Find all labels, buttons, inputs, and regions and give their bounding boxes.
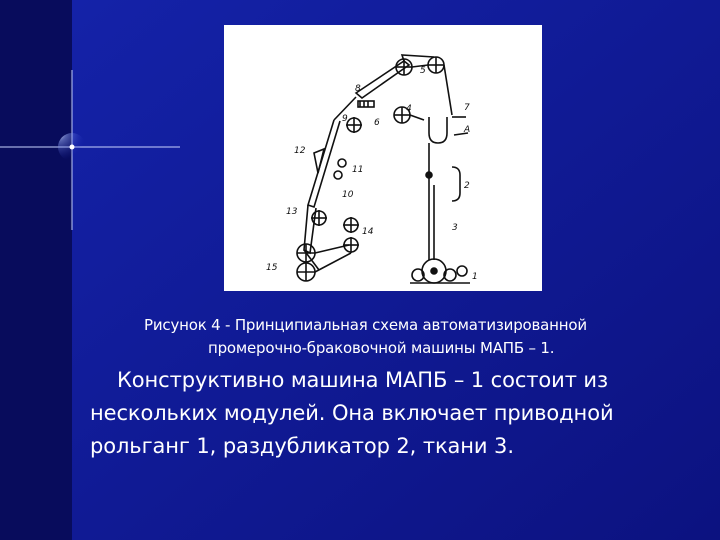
label-2: 2: [464, 181, 470, 191]
label-A: A: [464, 125, 471, 135]
label-9: 9: [342, 114, 348, 124]
body-text-line-2: нескольких модулей. Она включает приводной: [90, 401, 614, 425]
label-5: 5: [420, 66, 426, 76]
label-15: 15: [266, 263, 278, 273]
label-13: 13: [286, 207, 298, 217]
figure-caption-line-1: Рисунок 4 - Принципиальная схема автоматизированной: [144, 316, 587, 334]
machine-schematic-figure: [224, 25, 542, 291]
label-14: 14: [362, 227, 374, 237]
label-1: 1: [472, 272, 478, 282]
label-6: 6: [374, 118, 380, 128]
label-4: 4: [406, 104, 412, 114]
label-11: 11: [352, 165, 364, 175]
label-7: 7: [464, 103, 470, 113]
label-8: 8: [355, 84, 361, 94]
label-10: 10: [342, 190, 354, 200]
label-12: 12: [294, 146, 306, 156]
body-text-line-1: Конструктивно машина МАПБ – 1 состоит из: [117, 368, 609, 392]
label-3: 3: [452, 223, 458, 233]
figure-caption-line-2: промерочно-браковочной машины МАПБ – 1.: [208, 339, 555, 357]
body-text-line-3: рольганг 1, раздубликатор 2, ткани 3.: [90, 434, 514, 458]
